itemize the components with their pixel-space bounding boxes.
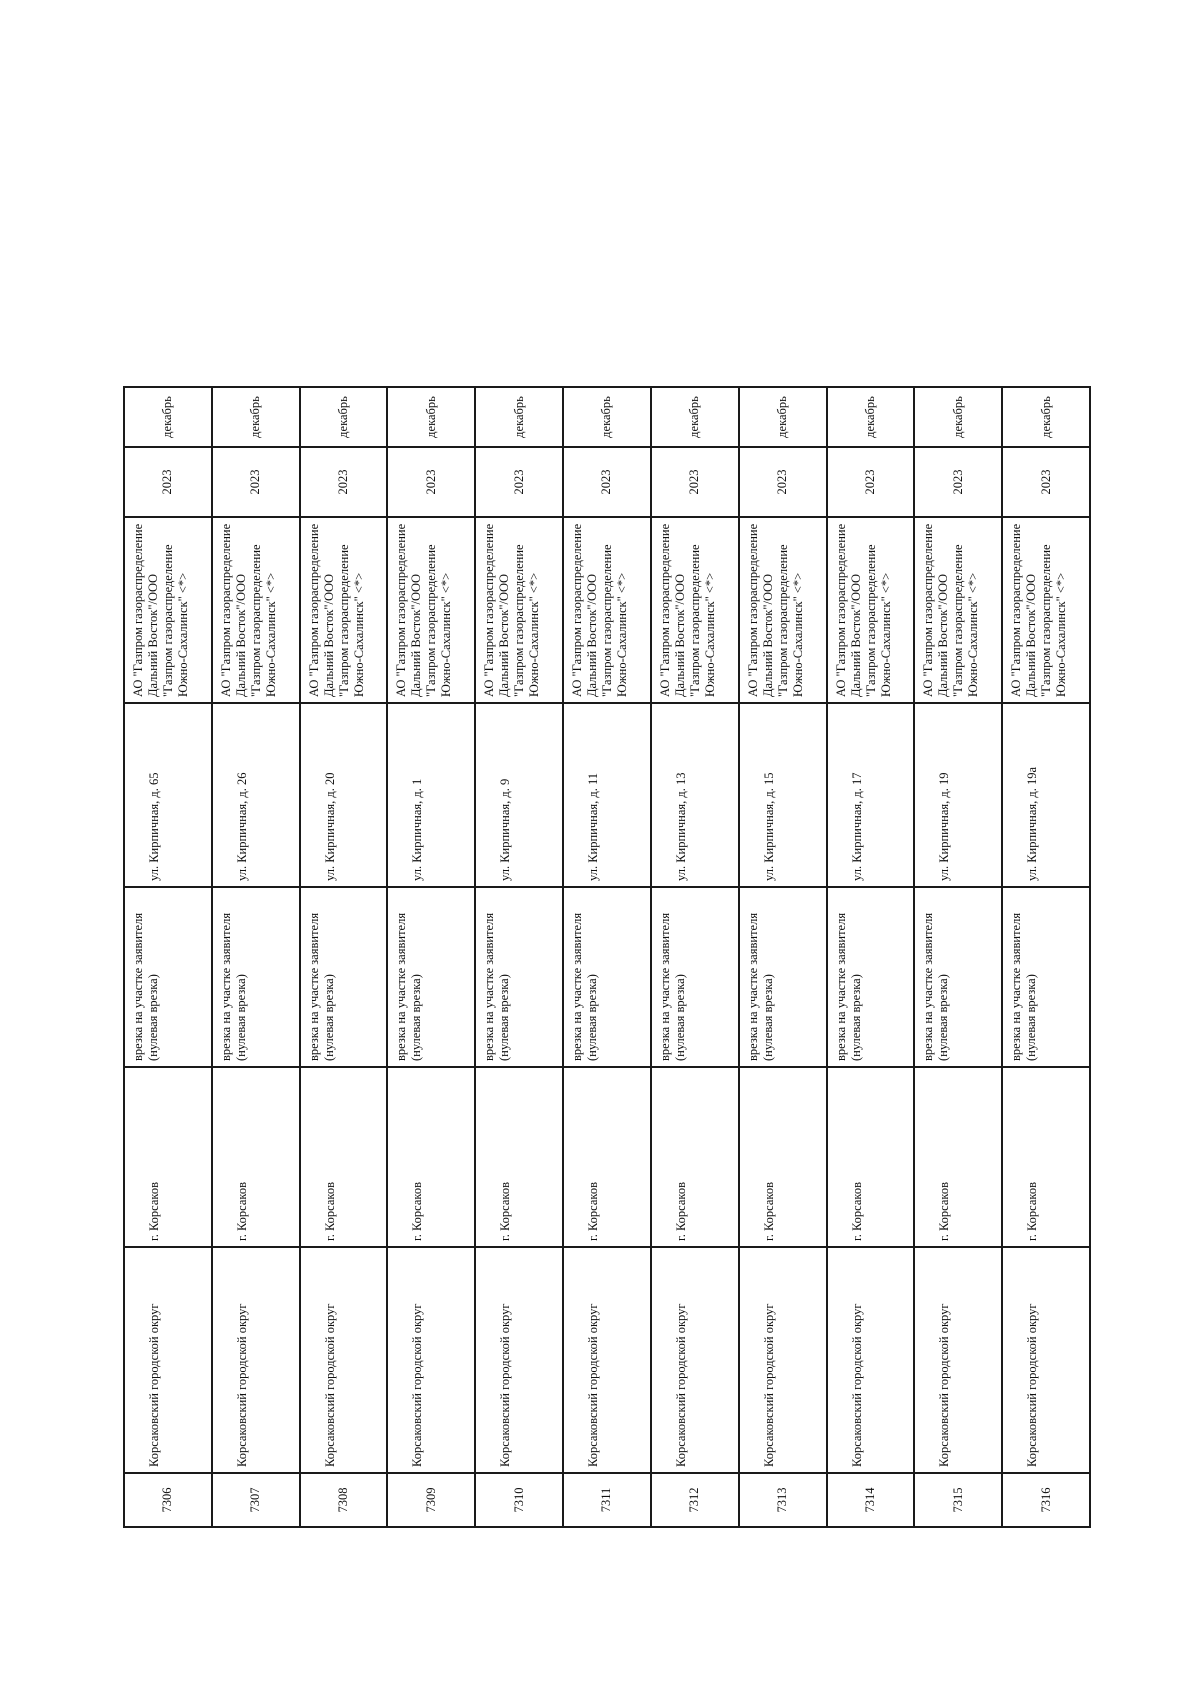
address-cell: ул. Кирпичная, д. 13 [651, 703, 739, 887]
month-cell: декабрь [212, 387, 300, 447]
year-cell: 2023 [387, 447, 475, 517]
connection-type-cell: врезка на участке заявителя (нулевая врезка) [739, 887, 827, 1067]
month-cell: декабрь [914, 387, 1002, 447]
year-cell: 2023 [124, 447, 212, 517]
table-row [914, 387, 1002, 1527]
connection-type-cell: врезка на участке заявителя (нулевая врезка) [914, 887, 1002, 1067]
year-cell: 2023 [651, 447, 739, 517]
organization-cell: АО "Газпром газораспределение Дальний Восток"/ООО "Газпром газораспределение Южно-Сахалинск" <*> [212, 517, 300, 703]
organization-cell: АО "Газпром газораспределение Дальний Восток"/ООО "Газпром газораспределение Южно-Сахалинск" <*> [563, 517, 651, 703]
address-cell: ул. Кирпичная, д. 17 [827, 703, 915, 887]
month-cell: декабрь [475, 387, 563, 447]
row-number: 7316 [1002, 1473, 1090, 1527]
district-cell: Корсаковский городской округ [739, 1247, 827, 1473]
address-cell: ул. Кирпичная, д. 19а [1002, 703, 1090, 887]
year-cell: 2023 [1002, 447, 1090, 517]
row-number: 7306 [124, 1473, 212, 1527]
table-row [563, 387, 651, 1527]
district-cell: Корсаковский городской округ [651, 1247, 739, 1473]
connection-type-cell: врезка на участке заявителя (нулевая врезка) [563, 887, 651, 1067]
gas-connection-table [123, 386, 1091, 1528]
month-cell: декабрь [387, 387, 475, 447]
city-cell: г. Корсаков [124, 1067, 212, 1247]
table-body [124, 387, 1090, 1527]
table-row [827, 387, 915, 1527]
city-cell: г. Корсаков [651, 1067, 739, 1247]
year-cell: 2023 [212, 447, 300, 517]
row-number: 7315 [914, 1473, 1002, 1527]
district-cell: Корсаковский городской округ [212, 1247, 300, 1473]
organization-cell: АО "Газпром газораспределение Дальний Восток"/ООО "Газпром газораспределение Южно-Сахалинск" <*> [914, 517, 1002, 703]
connection-type-cell: врезка на участке заявителя (нулевая врезка) [1002, 887, 1090, 1067]
row-number: 7310 [475, 1473, 563, 1527]
district-cell: Корсаковский городской округ [475, 1247, 563, 1473]
table-row [475, 387, 563, 1527]
district-cell: Корсаковский городской округ [914, 1247, 1002, 1473]
organization-cell: АО "Газпром газораспределение Дальний Восток"/ООО "Газпром газораспределение Южно-Сахалинск" <*> [387, 517, 475, 703]
table-row [651, 387, 739, 1527]
city-cell: г. Корсаков [387, 1067, 475, 1247]
organization-cell: АО "Газпром газораспределение Дальний Восток"/ООО "Газпром газораспределение Южно-Сахалинск" <*> [651, 517, 739, 703]
city-cell: г. Корсаков [563, 1067, 651, 1247]
year-cell: 2023 [475, 447, 563, 517]
organization-cell: АО "Газпром газораспределение Дальний Восток"/ООО "Газпром газораспределение Южно-Сахалинск" <*> [300, 517, 388, 703]
city-cell: г. Корсаков [212, 1067, 300, 1247]
year-cell: 2023 [827, 447, 915, 517]
table-row [212, 387, 300, 1527]
connection-type-cell: врезка на участке заявителя (нулевая врезка) [124, 887, 212, 1067]
organization-cell: АО "Газпром газораспределение Дальний Восток"/ООО "Газпром газораспределение Южно-Сахалинск" <*> [1002, 517, 1090, 703]
year-cell: 2023 [300, 447, 388, 517]
city-cell: г. Корсаков [739, 1067, 827, 1247]
table-row [739, 387, 827, 1527]
district-cell: Корсаковский городской округ [827, 1247, 915, 1473]
district-cell: Корсаковский городской округ [300, 1247, 388, 1473]
year-cell: 2023 [563, 447, 651, 517]
address-cell: ул. Кирпичная, д. 19 [914, 703, 1002, 887]
city-cell: г. Корсаков [300, 1067, 388, 1247]
row-number: 7314 [827, 1473, 915, 1527]
address-cell: ул. Кирпичная, д. 11 [563, 703, 651, 887]
organization-cell: АО "Газпром газораспределение Дальний Восток"/ООО "Газпром газораспределение Южно-Сахалинск" <*> [739, 517, 827, 703]
city-cell: г. Корсаков [1002, 1067, 1090, 1247]
city-cell: г. Корсаков [914, 1067, 1002, 1247]
row-number: 7307 [212, 1473, 300, 1527]
year-cell: 2023 [914, 447, 1002, 517]
row-number: 7311 [563, 1473, 651, 1527]
district-cell: Корсаковский городской округ [1002, 1247, 1090, 1473]
month-cell: декабрь [1002, 387, 1090, 447]
address-cell: ул. Кирпичная, д. 65 [124, 703, 212, 887]
city-cell: г. Корсаков [827, 1067, 915, 1247]
month-cell: декабрь [651, 387, 739, 447]
year-cell: 2023 [739, 447, 827, 517]
row-number: 7313 [739, 1473, 827, 1527]
month-cell: декабрь [124, 387, 212, 447]
month-cell: декабрь [563, 387, 651, 447]
city-cell: г. Корсаков [475, 1067, 563, 1247]
connection-type-cell: врезка на участке заявителя (нулевая врезка) [827, 887, 915, 1067]
address-cell: ул. Кирпичная, д. 15 [739, 703, 827, 887]
month-cell: декабрь [300, 387, 388, 447]
address-cell: ул. Кирпичная, д. 26 [212, 703, 300, 887]
table-row [1002, 387, 1090, 1527]
district-cell: Корсаковский городской округ [387, 1247, 475, 1473]
address-cell: ул. Кирпичная, д. 9 [475, 703, 563, 887]
address-cell: ул. Кирпичная, д. 20 [300, 703, 388, 887]
row-number: 7308 [300, 1473, 388, 1527]
connection-type-cell: врезка на участке заявителя (нулевая врезка) [475, 887, 563, 1067]
row-number: 7312 [651, 1473, 739, 1527]
connection-type-cell: врезка на участке заявителя (нулевая врезка) [387, 887, 475, 1067]
month-cell: декабрь [827, 387, 915, 447]
connection-type-cell: врезка на участке заявителя (нулевая врезка) [212, 887, 300, 1067]
organization-cell: АО "Газпром газораспределение Дальний Восток"/ООО "Газпром газораспределение Южно-Сахалинск" <*> [475, 517, 563, 703]
connection-type-cell: врезка на участке заявителя (нулевая врезка) [300, 887, 388, 1067]
rotated-table-wrapper [123, 388, 1091, 1528]
address-cell: ул. Кирпичная, д. 1 [387, 703, 475, 887]
table-row [387, 387, 475, 1527]
table-row [300, 387, 388, 1527]
district-cell: Корсаковский городской округ [563, 1247, 651, 1473]
organization-cell: АО "Газпром газораспределение Дальний Восток"/ООО "Газпром газораспределение Южно-Сахалинск" <*> [827, 517, 915, 703]
organization-cell: АО "Газпром газораспределение Дальний Восток"/ООО "Газпром газораспределение Южно-Сахалинск" <*> [124, 517, 212, 703]
connection-type-cell: врезка на участке заявителя (нулевая врезка) [651, 887, 739, 1067]
district-cell: Корсаковский городской округ [124, 1247, 212, 1473]
month-cell: декабрь [739, 387, 827, 447]
table-row [124, 387, 212, 1527]
row-number: 7309 [387, 1473, 475, 1527]
